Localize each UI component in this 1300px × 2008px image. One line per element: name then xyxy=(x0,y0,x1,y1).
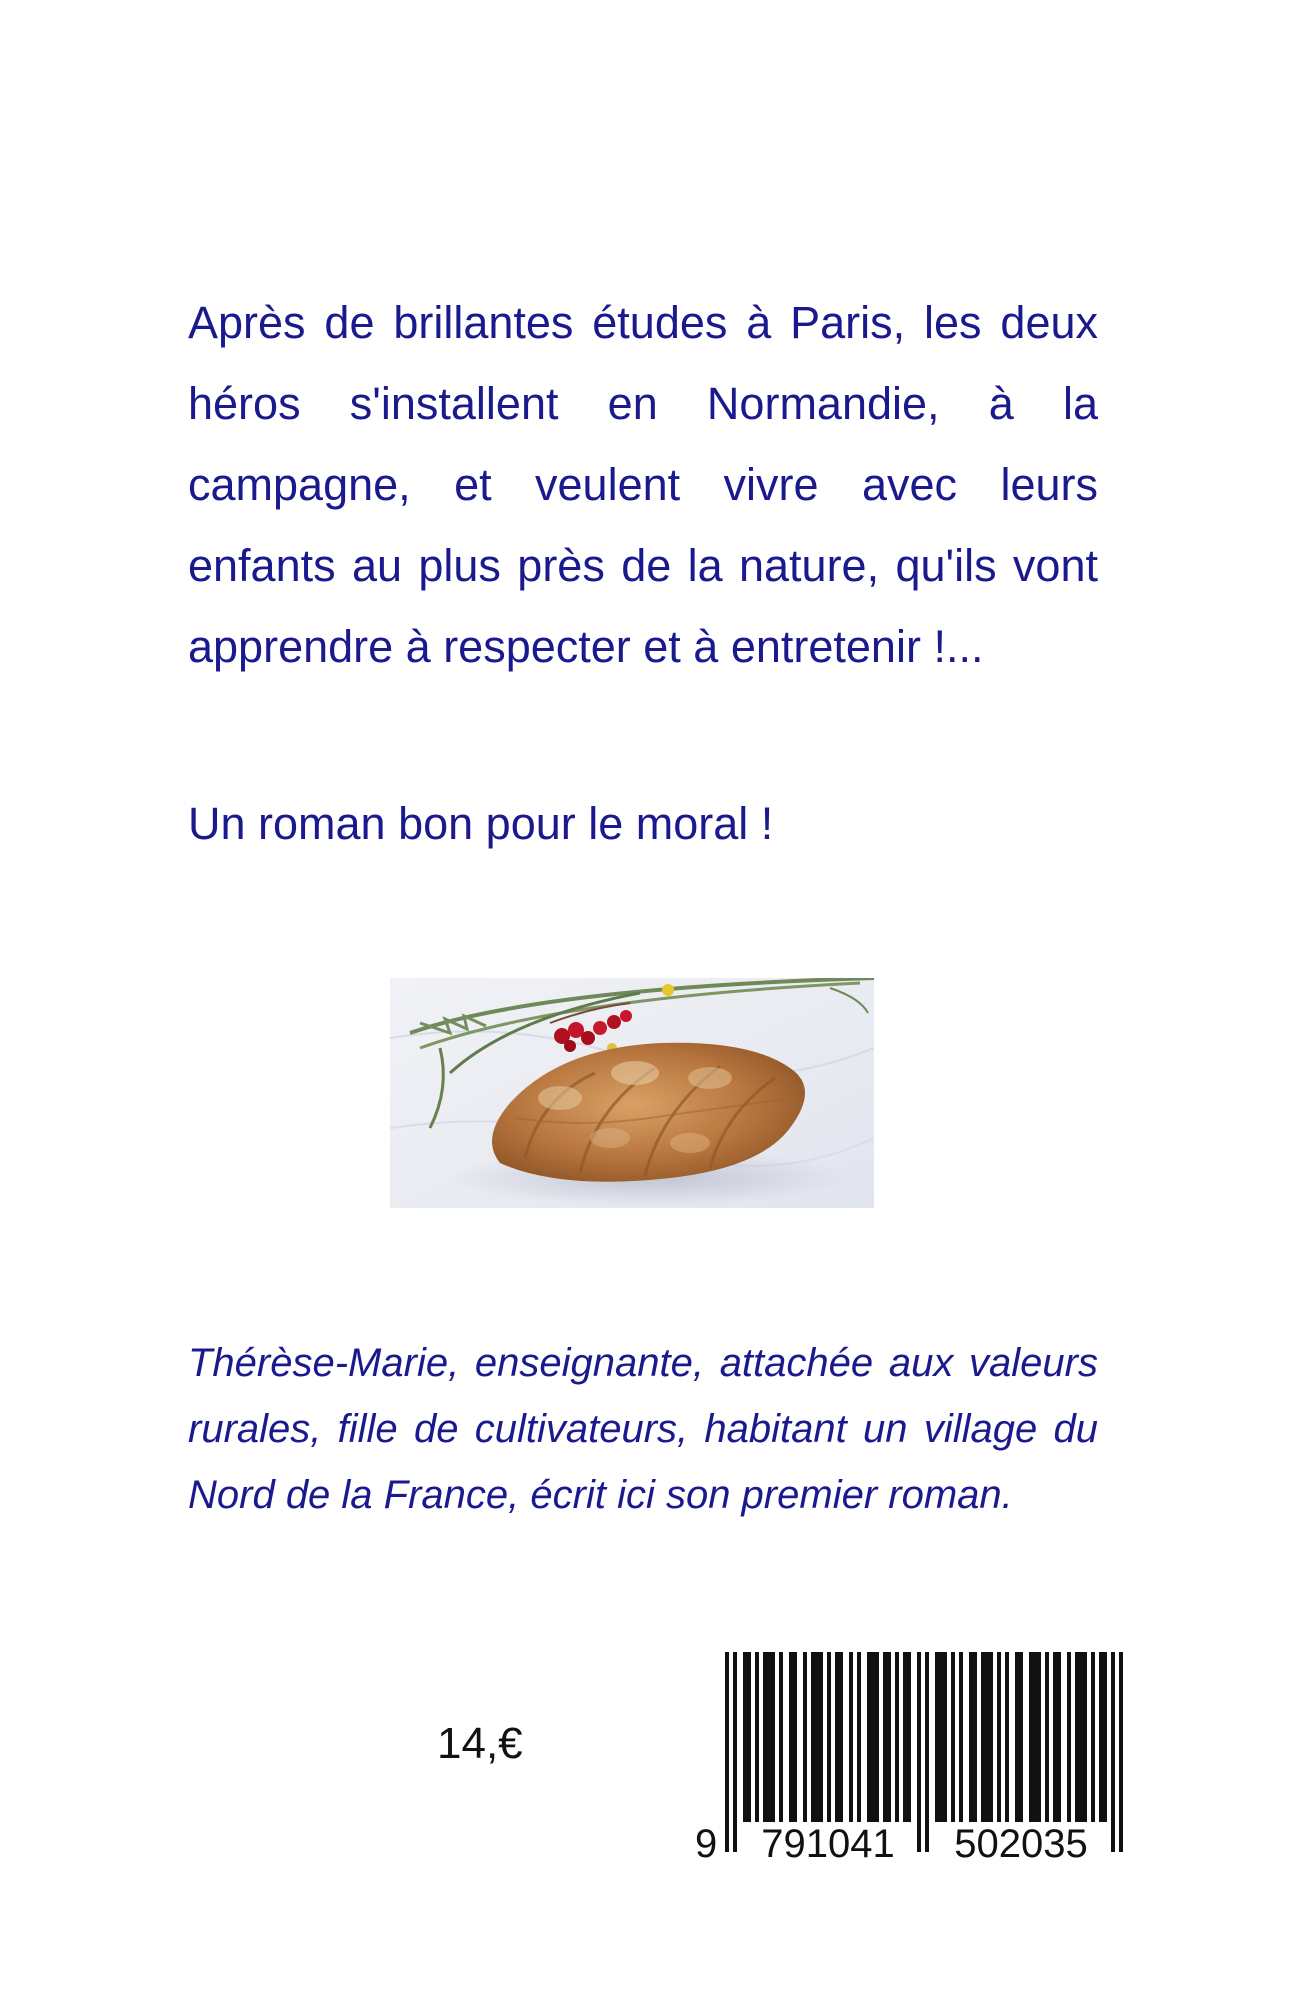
synopsis-text: Après de brillantes études à Paris, les deux héros s'installent en Normandie, à la campagne, et veulent vivre avec leurs enfants au plus près de la nature, qu'ils vont apprendre à respecter et à entretenir !... xyxy=(188,297,1098,672)
price-label: 14,€ xyxy=(437,1719,523,1768)
isbn-barcode xyxy=(695,1652,1125,1866)
barcode-first-digit: 9 xyxy=(695,1822,718,1866)
tagline-text: Un roman bon pour le moral ! xyxy=(188,798,774,849)
barcode-left-digits: 791041 xyxy=(742,1824,914,1864)
bread-photo xyxy=(390,978,874,1208)
barcode-right-digits: 502035 xyxy=(935,1824,1107,1864)
author-bio-text: Thérèse-Marie, enseignante, attachée aux valeurs rurales, fille de cultivateurs, habitant un village du Nord de la France, écrit ici son premier roman. xyxy=(188,1341,1098,1517)
